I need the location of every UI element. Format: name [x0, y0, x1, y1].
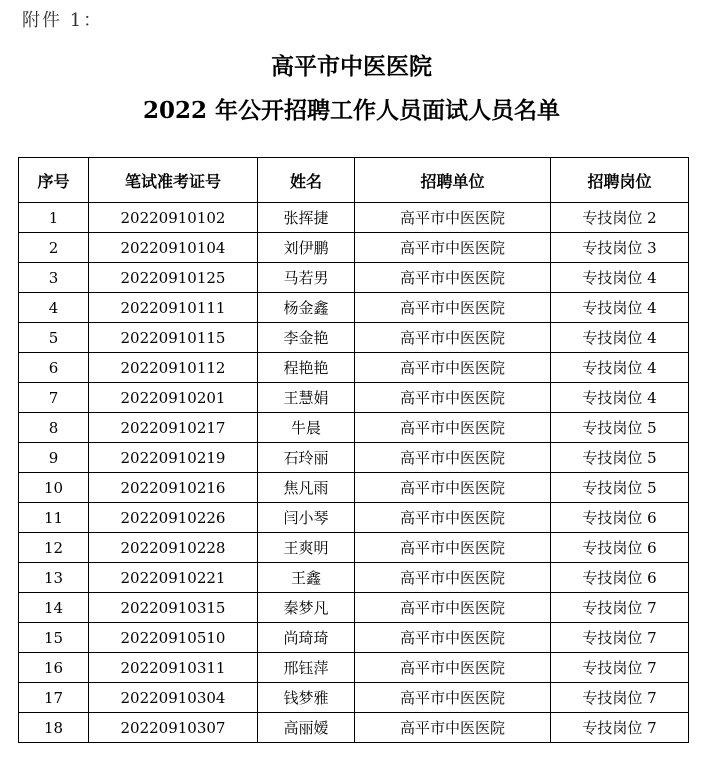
cell-serial-number: 5 [19, 323, 89, 353]
cell-serial-number: 7 [19, 383, 89, 413]
cell-recruiting-position: 专技岗位 6 [551, 503, 689, 533]
cell-exam-ticket-number: 20220910111 [89, 293, 258, 323]
cell-name: 程艳艳 [258, 353, 355, 383]
cell-name: 刘伊鹏 [258, 233, 355, 263]
cell-serial-number: 13 [19, 563, 89, 593]
cell-recruiting-position: 专技岗位 6 [551, 533, 689, 563]
cell-exam-ticket-number: 20220910201 [89, 383, 258, 413]
table-row [19, 653, 689, 683]
cell-recruiting-position: 专技岗位 7 [551, 713, 689, 743]
cell-name: 马若男 [258, 263, 355, 293]
cell-recruiting-unit: 高平市中医医院 [355, 683, 551, 713]
cell-recruiting-unit: 高平市中医医院 [355, 653, 551, 683]
cell-exam-ticket-number: 20220910315 [89, 593, 258, 623]
cell-recruiting-unit: 高平市中医医院 [355, 713, 551, 743]
cell-recruiting-unit: 高平市中医医院 [355, 563, 551, 593]
cell-recruiting-position: 专技岗位 7 [551, 593, 689, 623]
cell-recruiting-position: 专技岗位 5 [551, 443, 689, 473]
cell-recruiting-position: 专技岗位 3 [551, 233, 689, 263]
cell-name: 高丽嫒 [258, 713, 355, 743]
table-header [19, 158, 689, 203]
table-row [19, 563, 689, 593]
cell-name: 李金艳 [258, 323, 355, 353]
cell-exam-ticket-number: 20220910115 [89, 323, 258, 353]
cell-exam-ticket-number: 20220910221 [89, 563, 258, 593]
cell-recruiting-unit: 高平市中医医院 [355, 623, 551, 653]
cell-name: 邢钰萍 [258, 653, 355, 683]
document-title: 高平市中医医院 [271, 53, 432, 80]
cell-recruiting-position: 专技岗位 7 [551, 653, 689, 683]
cell-name: 焦凡雨 [258, 473, 355, 503]
cell-recruiting-unit: 高平市中医医院 [355, 323, 551, 353]
cell-exam-ticket-number: 20220910125 [89, 263, 258, 293]
cell-name: 王慧娟 [258, 383, 355, 413]
cell-serial-number: 3 [19, 263, 89, 293]
cell-recruiting-position: 专技岗位 5 [551, 413, 689, 443]
cell-name: 王爽明 [258, 533, 355, 563]
cell-serial-number: 17 [19, 683, 89, 713]
header-row [19, 158, 689, 203]
cell-name: 杨金鑫 [258, 293, 355, 323]
cell-name: 尚琦琦 [258, 623, 355, 653]
cell-recruiting-unit: 高平市中医医院 [355, 533, 551, 563]
table-row [19, 383, 689, 413]
cell-exam-ticket-number: 20220910104 [89, 233, 258, 263]
cell-recruiting-position: 专技岗位 4 [551, 383, 689, 413]
cell-exam-ticket-number: 20220910217 [89, 413, 258, 443]
table-body [19, 203, 689, 743]
cell-name: 秦梦凡 [258, 593, 355, 623]
table-row [19, 503, 689, 533]
cell-recruiting-unit: 高平市中医医院 [355, 383, 551, 413]
cell-exam-ticket-number: 20220910304 [89, 683, 258, 713]
cell-serial-number: 14 [19, 593, 89, 623]
document-subtitle: 2022 年公开招聘工作人员面试人员名单 [142, 97, 561, 124]
table-row [19, 593, 689, 623]
cell-exam-ticket-number: 20220910216 [89, 473, 258, 503]
header-recruiting-position: 招聘岗位 [551, 158, 689, 203]
header-exam-ticket-number: 笔试准考证号 [89, 158, 258, 203]
cell-exam-ticket-number: 20220910510 [89, 623, 258, 653]
table-row [19, 533, 689, 563]
cell-recruiting-position: 专技岗位 4 [551, 353, 689, 383]
cell-serial-number: 6 [19, 353, 89, 383]
header-name: 姓名 [258, 158, 355, 203]
cell-recruiting-unit: 高平市中医医院 [355, 233, 551, 263]
table-row [19, 263, 689, 293]
cell-name: 牛晨 [258, 413, 355, 443]
cell-exam-ticket-number: 20220910226 [89, 503, 258, 533]
table-row [19, 203, 689, 233]
cell-recruiting-unit: 高平市中医医院 [355, 503, 551, 533]
cell-serial-number: 4 [19, 293, 89, 323]
cell-recruiting-unit: 高平市中医医院 [355, 293, 551, 323]
cell-recruiting-position: 专技岗位 4 [551, 263, 689, 293]
table-row [19, 413, 689, 443]
cell-recruiting-unit: 高平市中医医院 [355, 353, 551, 383]
cell-serial-number: 1 [19, 203, 89, 233]
cell-serial-number: 11 [19, 503, 89, 533]
cell-exam-ticket-number: 20220910112 [89, 353, 258, 383]
cell-name: 钱梦雅 [258, 683, 355, 713]
header-serial-number: 序号 [19, 158, 89, 203]
cell-recruiting-position: 专技岗位 6 [551, 563, 689, 593]
attachment-label: 附件 1： [22, 10, 104, 31]
cell-exam-ticket-number: 20220910102 [89, 203, 258, 233]
cell-serial-number: 15 [19, 623, 89, 653]
table-row [19, 713, 689, 743]
cell-recruiting-position: 专技岗位 4 [551, 293, 689, 323]
cell-serial-number: 8 [19, 413, 89, 443]
cell-exam-ticket-number: 20220910311 [89, 653, 258, 683]
table-row [19, 683, 689, 713]
cell-name: 闫小琴 [258, 503, 355, 533]
cell-recruiting-position: 专技岗位 4 [551, 323, 689, 353]
cell-exam-ticket-number: 20220910228 [89, 533, 258, 563]
table-row [19, 293, 689, 323]
table-row [19, 323, 689, 353]
table-row [19, 353, 689, 383]
table-row [19, 473, 689, 503]
cell-serial-number: 10 [19, 473, 89, 503]
cell-serial-number: 2 [19, 233, 89, 263]
table-row [19, 233, 689, 263]
cell-serial-number: 18 [19, 713, 89, 743]
table-row [19, 443, 689, 473]
cell-name: 王鑫 [258, 563, 355, 593]
cell-serial-number: 12 [19, 533, 89, 563]
table-row [19, 623, 689, 653]
cell-recruiting-unit: 高平市中医医院 [355, 593, 551, 623]
cell-name: 张挥捷 [258, 203, 355, 233]
cell-recruiting-unit: 高平市中医医院 [355, 443, 551, 473]
header-recruiting-unit: 招聘单位 [355, 158, 551, 203]
cell-exam-ticket-number: 20220910307 [89, 713, 258, 743]
cell-recruiting-position: 专技岗位 7 [551, 623, 689, 653]
cell-exam-ticket-number: 20220910219 [89, 443, 258, 473]
cell-recruiting-position: 专技岗位 5 [551, 473, 689, 503]
cell-recruiting-unit: 高平市中医医院 [355, 413, 551, 443]
cell-serial-number: 16 [19, 653, 89, 683]
interview-roster-table [18, 157, 689, 743]
cell-recruiting-position: 专技岗位 2 [551, 203, 689, 233]
cell-serial-number: 9 [19, 443, 89, 473]
cell-recruiting-unit: 高平市中医医院 [355, 263, 551, 293]
cell-recruiting-unit: 高平市中医医院 [355, 473, 551, 503]
cell-name: 石玲丽 [258, 443, 355, 473]
cell-recruiting-position: 专技岗位 7 [551, 683, 689, 713]
cell-recruiting-unit: 高平市中医医院 [355, 203, 551, 233]
